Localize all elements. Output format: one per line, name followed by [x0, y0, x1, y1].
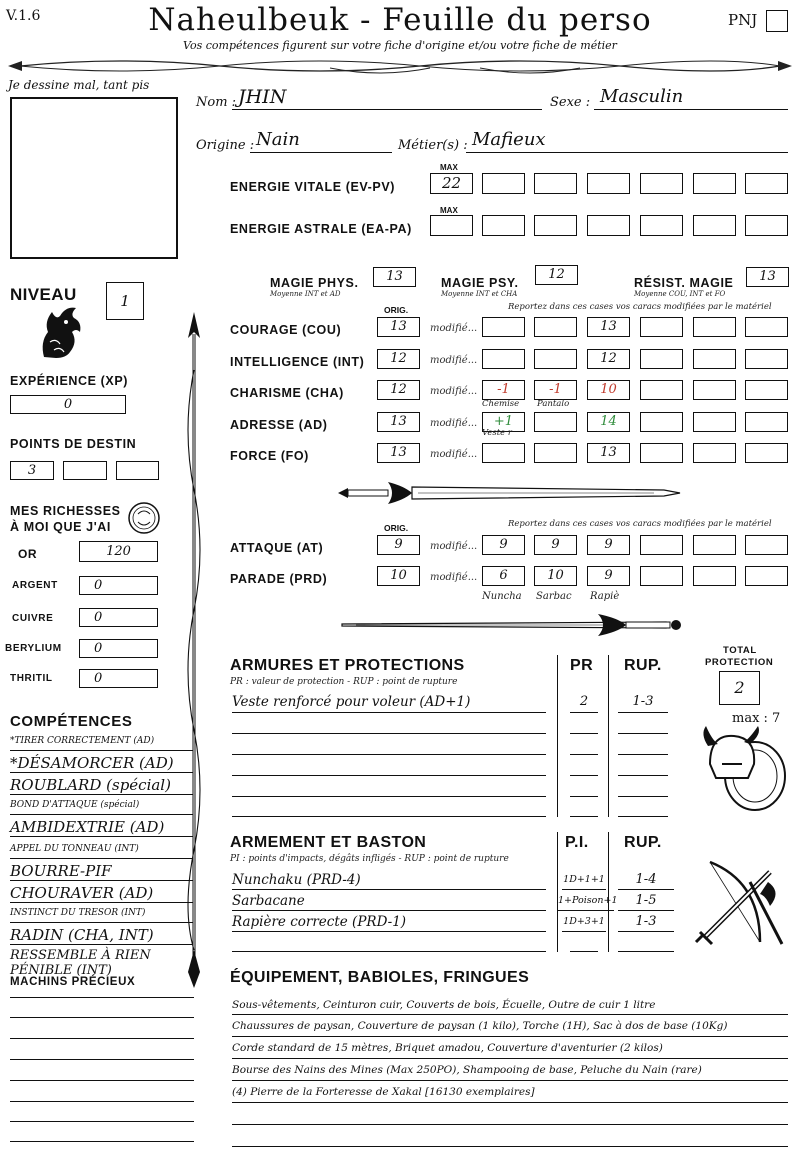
stat-cell-4-5[interactable]	[693, 412, 736, 432]
combat-cell-2-4[interactable]	[640, 566, 683, 586]
stat-label-2: INTELLIGENCE (INT)	[230, 354, 365, 369]
combat-cell-1-3[interactable]: 9	[587, 535, 630, 555]
stat-cell-5-5[interactable]	[693, 443, 736, 463]
job-label: Métier(s) :	[398, 138, 468, 153]
ea-box-2[interactable]	[534, 215, 577, 236]
stat-cell-3-5[interactable]	[693, 380, 736, 400]
total-protection-label-1: TOTAL	[723, 645, 757, 656]
stat-cell-5-4[interactable]	[640, 443, 683, 463]
dragon-icon	[36, 302, 86, 362]
level-label: NIVEAU	[10, 285, 77, 304]
skill-11[interactable]: RESSEMBLE À RIEN	[10, 948, 151, 963]
treasure-line-3[interactable]	[10, 1038, 194, 1039]
weapons-title: ARMEMENT ET BASTON	[230, 834, 427, 851]
stat-label-1: COURAGE (COU)	[230, 323, 342, 337]
sword-icon	[334, 478, 684, 508]
armor-row-5-name[interactable]	[232, 796, 546, 797]
weapon-row-2-pi[interactable]: 1+Poison+1	[558, 895, 614, 911]
note-veste: Veste r	[482, 428, 512, 438]
portrait-box[interactable]	[10, 97, 178, 259]
job-field[interactable]: Mafieux	[466, 129, 788, 153]
skills-label: COMPÉTENCES	[10, 713, 133, 730]
combat-cell-1-2[interactable]: 9	[534, 535, 577, 555]
stat-cell-5-2[interactable]	[534, 443, 577, 463]
armor-col-divider-2	[608, 655, 609, 817]
stat-orig-3[interactable]: 12	[377, 380, 420, 400]
armor-row-6-pr[interactable]	[570, 816, 598, 817]
stat-cell-3-2[interactable]: -1	[534, 380, 577, 400]
magic-phys-note: Moyenne INT et AD	[270, 290, 341, 298]
sex-label: Sexe :	[550, 95, 591, 110]
combat-cell-1-5[interactable]	[693, 535, 736, 555]
stat-cell-3-3[interactable]: 10	[587, 380, 630, 400]
treasure-line-6[interactable]	[10, 1101, 194, 1102]
wealth-thritil-label: THRITIL	[10, 673, 53, 684]
stat-cell-3-4[interactable]	[640, 380, 683, 400]
skill-7[interactable]: BOURRE-PIF	[10, 862, 194, 881]
treasure-line-4[interactable]	[10, 1059, 194, 1060]
equipment-line-4[interactable]: Bourse des Nains des Mines (Max 250PO), Shampooing de base, Peluche du Nain (rare)	[232, 1064, 788, 1081]
name-field[interactable]: JHIN	[232, 86, 542, 110]
drawing-caption: Je dessine mal, tant pis	[8, 78, 150, 92]
equipment-title: ÉQUIPEMENT, BABIOLES, FRINGUES	[230, 969, 530, 986]
ea-max-box[interactable]	[430, 215, 473, 236]
combat-cell-1-6[interactable]	[745, 535, 788, 555]
stat-cell-2-2[interactable]	[534, 349, 577, 369]
stat-cell-4-4[interactable]	[640, 412, 683, 432]
skill-2[interactable]: *DÉSAMORCER (AD)	[10, 754, 194, 773]
combat-modified-2: modifié...	[430, 572, 478, 583]
combat-cell-2-6[interactable]	[745, 566, 788, 586]
stat-cell-4-3[interactable]: 14	[587, 412, 630, 432]
stat-label-4: ADRESSE (AD)	[230, 417, 328, 432]
ea-box-3[interactable]	[587, 215, 630, 236]
treasure-line-7[interactable]	[10, 1121, 194, 1122]
armor-row-6-rup[interactable]	[618, 816, 668, 817]
armor-row-5-pr[interactable]	[570, 796, 598, 797]
wealth-cuivre-label: CUIVRE	[12, 613, 54, 624]
stat-cell-3-6[interactable]	[745, 380, 788, 400]
ornament-divider	[0, 54, 800, 78]
skill-9[interactable]: INSTINCT DU TRESOR (INT)	[10, 908, 194, 923]
treasures-label: MACHINS PRÉCIEUX	[10, 976, 136, 988]
ea-max-label: MAX	[440, 206, 458, 215]
weapon-row-1-name[interactable]: Nunchaku (PRD-4)	[232, 872, 546, 890]
armor-row-4-rup[interactable]	[618, 775, 668, 776]
coin-icon	[126, 500, 162, 536]
weapon-row-3-rup[interactable]: 1-3	[618, 914, 674, 932]
sex-field[interactable]: Masculin	[594, 86, 788, 110]
weapons-note: PI : points d'impacts, dégâts infligés - RUP : point de rupture	[230, 854, 509, 864]
weapon-col-2: Sarbac	[536, 591, 572, 602]
ev-box-2[interactable]	[534, 173, 577, 194]
skill-12[interactable]: PÉNIBLE (INT)	[10, 963, 112, 978]
stat-orig-5[interactable]: 13	[377, 443, 420, 463]
armor-row-1-pr[interactable]: 2	[570, 694, 598, 713]
ea-label: ENERGIE ASTRALE (EA-PA)	[230, 222, 412, 236]
stat-orig-2[interactable]: 12	[377, 349, 420, 369]
skill-10[interactable]: RADIN (CHA, INT)	[10, 926, 194, 945]
magic-psy-value[interactable]: 12	[535, 265, 578, 285]
armor-note: PR : valeur de protection - RUP : point de rupture	[230, 677, 458, 687]
wealth-berylium-label: BERYLIUM	[5, 643, 62, 654]
stat-modified-3: modifié...	[430, 386, 478, 397]
origin-field[interactable]: Nain	[250, 129, 392, 153]
stat-label-3: CHARISME (CHA)	[230, 386, 344, 400]
stat-cell-1-4[interactable]	[640, 317, 683, 337]
wealth-or-label: OR	[18, 547, 38, 561]
magic-resist-label: RÉSIST. MAGIE	[634, 276, 734, 290]
armor-row-4-pr[interactable]	[570, 775, 598, 776]
stat-cell-5-6[interactable]	[745, 443, 788, 463]
sword-icon-2	[336, 610, 686, 640]
combat-orig-label: ORIG.	[384, 523, 409, 533]
magic-psy-note: Moyenne INT et CHA	[441, 290, 518, 298]
pnj-label: PNJ	[728, 11, 758, 29]
note-pantalon: Pantalo	[537, 399, 570, 409]
weapon-col-1: Nuncha	[482, 591, 522, 602]
armor-row-5-rup[interactable]	[618, 796, 668, 797]
stat-cell-1-3[interactable]: 13	[587, 317, 630, 337]
weapons-rup-header: RUP.	[624, 834, 662, 851]
stat-cell-4-2[interactable]	[534, 412, 577, 432]
ev-box-4[interactable]	[640, 173, 683, 194]
ev-label: ENERGIE VITALE (EV-PV)	[230, 180, 396, 194]
stat-cell-2-3[interactable]: 12	[587, 349, 630, 369]
skill-5[interactable]: AMBIDEXTRIE (AD)	[10, 818, 194, 837]
combat-cell-1-4[interactable]	[640, 535, 683, 555]
xp-value[interactable]: 0	[10, 395, 126, 414]
stat-cell-4-1[interactable]: +1	[482, 412, 525, 432]
origin-label: Origine :	[196, 138, 255, 153]
stats-note: Reportez dans ces cases vos caracs modifiées par le matériel	[508, 302, 772, 312]
name-label: Nom :	[196, 95, 237, 110]
weapon-row-4-rup[interactable]	[618, 951, 674, 952]
stat-cell-3-1[interactable]: -1	[482, 380, 525, 400]
wealth-thritil-value[interactable]: 0	[79, 669, 158, 688]
skill-4[interactable]: BOND D'ATTAQUE (spécial)	[10, 800, 194, 815]
stats-orig-label: ORIG.	[384, 305, 409, 315]
stat-label-5: FORCE (FO)	[230, 449, 309, 463]
combat-cell-2-3[interactable]: 9	[587, 566, 630, 586]
version-label: V.1.6	[6, 8, 41, 24]
armor-row-3-name[interactable]	[232, 754, 546, 755]
spear-illustration	[180, 310, 208, 990]
armor-row-1-name[interactable]: Veste renforcé pour voleur (AD+1)	[232, 694, 546, 713]
combat-cell-2-2[interactable]: 10	[534, 566, 577, 586]
wealth-cuivre-value[interactable]: 0	[79, 608, 158, 627]
treasure-line-2[interactable]	[10, 1017, 194, 1018]
weapon-row-1-rup[interactable]: 1-4	[618, 872, 674, 890]
destiny-box-2[interactable]	[63, 461, 107, 480]
magic-phys-label: MAGIE PHYS.	[270, 276, 359, 290]
wealth-berylium-value[interactable]: 0	[79, 639, 158, 658]
stat-modified-5: modifié...	[430, 449, 478, 460]
combat-label-2: PARADE (PRD)	[230, 572, 328, 586]
stat-cell-1-1[interactable]	[482, 317, 525, 337]
weapon-row-3-name[interactable]: Rapière correcte (PRD-1)	[232, 914, 546, 932]
stat-orig-4[interactable]: 13	[377, 412, 420, 432]
stat-cell-1-2[interactable]	[534, 317, 577, 337]
armor-row-2-rup[interactable]	[618, 733, 668, 734]
weapon-row-4-name[interactable]	[232, 951, 546, 952]
combat-orig-2[interactable]: 10	[377, 566, 420, 586]
armor-row-3-rup[interactable]	[618, 754, 668, 755]
stat-modified-2: modifié...	[430, 354, 478, 366]
wealth-argent-label: ARGENT	[12, 580, 58, 591]
armor-row-3-pr[interactable]	[570, 754, 598, 755]
ea-box-1[interactable]	[482, 215, 525, 236]
combat-label-1: ATTAQUE (AT)	[230, 541, 324, 555]
stat-cell-5-3[interactable]: 13	[587, 443, 630, 463]
armor-row-6-name[interactable]	[232, 816, 546, 817]
wealth-label-1: MES RICHESSES	[10, 504, 121, 518]
weapons-col-divider-2	[608, 832, 609, 952]
skill-8[interactable]: CHOURAVER (AD)	[10, 884, 194, 903]
stat-cell-1-6[interactable]	[745, 317, 788, 337]
total-protection-label-2: PROTECTION	[705, 657, 774, 668]
armor-row-2-pr[interactable]	[570, 733, 598, 734]
ev-max-label: MAX	[440, 163, 458, 172]
equipment-line-6[interactable]	[232, 1108, 788, 1125]
ea-box-4[interactable]	[640, 215, 683, 236]
equipment-line-5[interactable]: (4) Pierre de la Forteresse de Xakal [16130 exemplaires]	[232, 1086, 788, 1103]
stat-cell-2-6[interactable]	[745, 349, 788, 369]
level-value[interactable]: 1	[106, 282, 144, 320]
combat-cell-2-5[interactable]	[693, 566, 736, 586]
weapons-pi-header: P.I.	[565, 834, 589, 851]
wealth-or-value[interactable]: 120	[79, 541, 158, 562]
weapons-col-divider-1	[557, 832, 558, 952]
combat-cell-2-1[interactable]: 6	[482, 566, 525, 586]
wealth-label-2: À MOI QUE J'AI	[10, 520, 111, 534]
ev-box-5[interactable]	[693, 173, 736, 194]
ea-box-5[interactable]	[693, 215, 736, 236]
armor-pr-header: PR	[570, 657, 594, 674]
ea-box-6[interactable]	[745, 215, 788, 236]
destiny-box-3[interactable]	[116, 461, 159, 480]
page-subtitle: Vos compétences figurent sur votre fiche d'origine et/ou votre fiche de métier	[183, 39, 617, 52]
combat-modified-1: modifié...	[430, 541, 478, 552]
weapon-row-2-rup[interactable]: 1-5	[618, 893, 674, 911]
weapon-row-4-pi[interactable]	[570, 951, 598, 952]
equipment-line-1[interactable]: Sous-vêtements, Ceinturon cuir, Couverts de bois, Écuelle, Outre de cuir 1 litre	[232, 999, 788, 1015]
stat-cell-5-1[interactable]	[482, 443, 525, 463]
destiny-value[interactable]: 3	[10, 461, 54, 480]
weapon-col-3: Rapiè	[590, 591, 620, 602]
max-protection-label: max : 7	[732, 711, 781, 726]
stat-modified-4: modifié...	[430, 417, 478, 429]
combat-note: Reportez dans ces cases vos caracs modifiées par le matériel	[508, 519, 772, 529]
total-protection-value[interactable]: 2	[719, 671, 760, 705]
armor-row-2-name[interactable]	[232, 733, 546, 734]
page-title: Naheulbeuk - Feuille du perso	[148, 2, 652, 38]
xp-label: EXPÉRIENCE (XP)	[10, 374, 129, 388]
wealth-argent-value[interactable]: 0	[79, 576, 158, 595]
equipment-line-3[interactable]: Corde standard de 15 mètres, Briquet amadou, Couverture d'aventurier (2 kilos)	[232, 1042, 788, 1059]
armor-rup-header: RUP.	[624, 657, 662, 674]
ev-max-box[interactable]: 22	[430, 173, 473, 194]
stat-modified-1: modifié...	[430, 323, 478, 334]
stat-orig-1[interactable]: 13	[377, 317, 420, 337]
magic-resist-value[interactable]: 13	[746, 267, 789, 287]
pnj-checkbox[interactable]	[766, 10, 788, 32]
armor-row-4-name[interactable]	[232, 775, 546, 776]
treasure-line-8[interactable]	[10, 1141, 194, 1142]
weapons-icon	[690, 852, 790, 952]
armor-row-1-rup[interactable]: 1-3	[618, 694, 668, 713]
magic-phys-value[interactable]: 13	[373, 267, 416, 287]
magic-resist-note: Moyenne COU, INT et FO	[634, 290, 726, 298]
destiny-label: POINTS DE DESTIN	[10, 437, 137, 451]
equipment-line-2[interactable]: Chaussures de paysan, Couverture de paysan (1 kilo), Torche (1H), Sac à dos de base (10Kg)	[232, 1020, 788, 1037]
magic-psy-label: MAGIE PSY.	[441, 276, 519, 290]
ev-box-6[interactable]	[745, 173, 788, 194]
treasure-line-5[interactable]	[10, 1080, 194, 1081]
helmet-shield-icon	[700, 724, 790, 814]
skill-6[interactable]: APPEL DU TONNEAU (INT)	[10, 844, 194, 859]
treasure-line-1[interactable]	[10, 997, 194, 998]
combat-cell-1-1[interactable]: 9	[482, 535, 525, 555]
skill-3[interactable]: ROUBLARD (spécial)	[10, 776, 194, 795]
ev-box-1[interactable]	[482, 173, 525, 194]
armor-title: ARMURES ET PROTECTIONS	[230, 657, 465, 674]
equipment-line-7[interactable]	[232, 1130, 788, 1147]
skill-1[interactable]: *TIRER CORRECTEMENT (AD)	[10, 736, 194, 751]
weapon-row-1-pi[interactable]: 1D+1+1	[562, 874, 606, 890]
weapon-row-2-name[interactable]: Sarbacane	[232, 893, 546, 911]
stat-cell-2-1[interactable]	[482, 349, 525, 369]
weapon-row-3-pi[interactable]: 1D+3+1	[562, 916, 606, 932]
stat-cell-2-4[interactable]	[640, 349, 683, 369]
stat-cell-2-5[interactable]	[693, 349, 736, 369]
stat-cell-4-6[interactable]	[745, 412, 788, 432]
stat-cell-1-5[interactable]	[693, 317, 736, 337]
note-chemise: Chemise	[482, 399, 520, 409]
combat-orig-1[interactable]: 9	[377, 535, 420, 555]
ev-box-3[interactable]	[587, 173, 630, 194]
armor-col-divider-1	[557, 655, 558, 817]
